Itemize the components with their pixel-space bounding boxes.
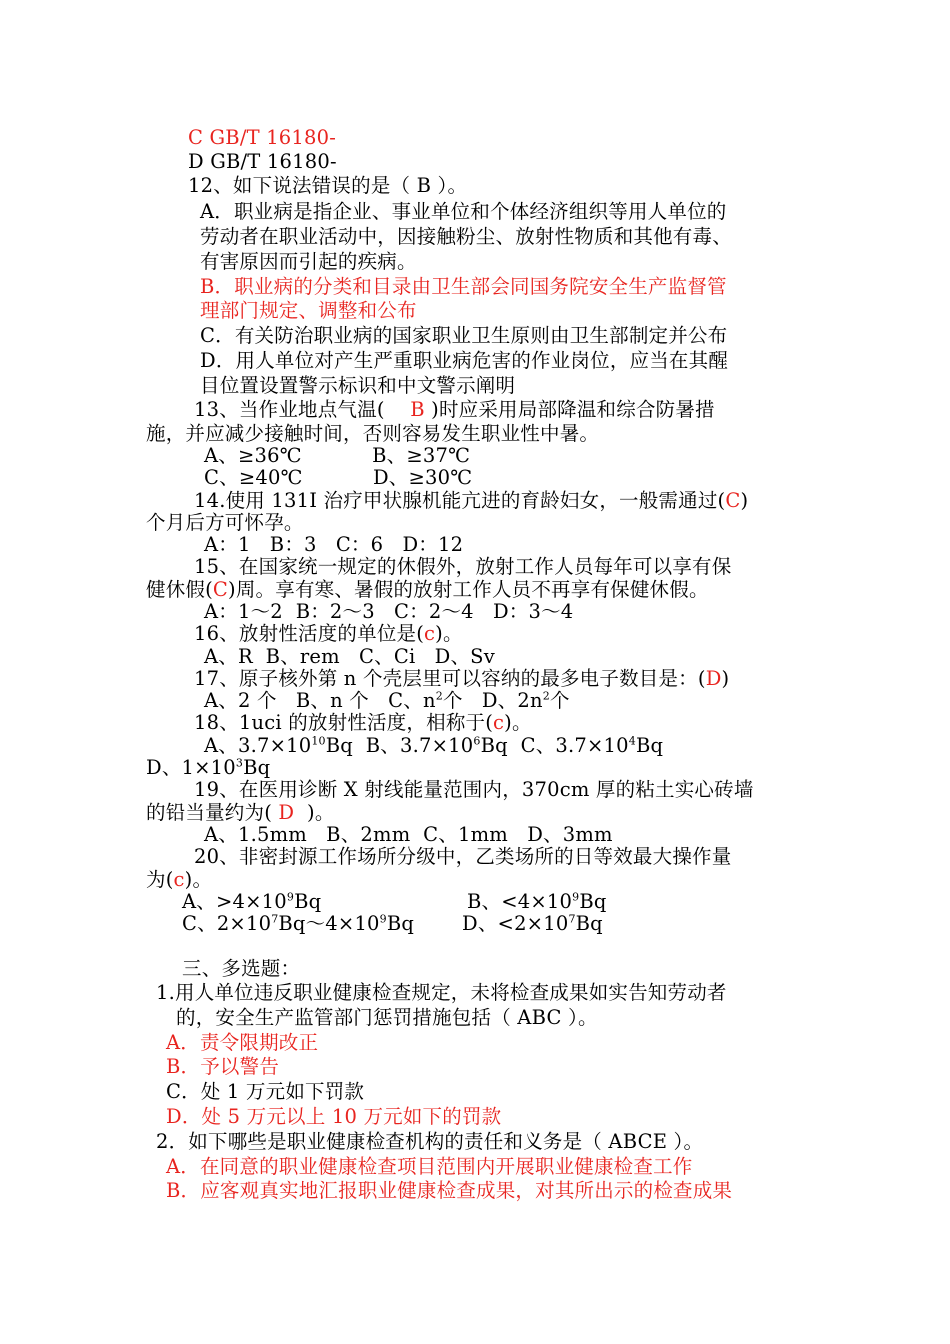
q20-opt-c: C、2×10 — [182, 912, 272, 935]
mq2-stem: 2．如下哪些是职业健康检查机构的责任和义务是（ ABCE ）。 — [156, 1130, 704, 1153]
q15-answer: C — [212, 578, 229, 601]
q16-stem-text: 16、放射性活度的单位是( — [194, 622, 425, 645]
q17-stem — [194, 667, 729, 691]
q19-options: A、1.5mm B、2mm C、1mm D、3mm — [204, 823, 613, 846]
q15-options: A：1～2 B：2～3 C：2～4 D：3～4 — [204, 600, 574, 623]
q18-opt-b: Bq B、3.7×10 — [325, 734, 474, 757]
mq1-option-c: C．处 1 万元如下罚款 — [166, 1080, 365, 1103]
q12-option-a-line3: 有害原因而引起的疾病。 — [200, 250, 417, 273]
q18-stem — [194, 711, 532, 735]
q13-stem — [194, 398, 715, 422]
q20-sup-d: 7 — [568, 912, 576, 926]
q20-sup-c2: 9 — [379, 912, 387, 926]
mq1-stem-line1: 1.用人单位违反职业健康检查规定，未将检查成果如实告知劳动者 — [156, 981, 727, 1004]
q17-options — [204, 689, 570, 713]
q20-opt-b: B、<4×10 — [467, 890, 573, 913]
q19-stem: 19、在医用诊断 X 射线能量范围内，370cm 厚的粘土实心砖墙 — [194, 778, 754, 801]
q19-stem-end: )。 — [294, 801, 335, 824]
q12-option-b-line1: B．职业病的分类和目录由卫生部会同国务院安全生产监督管 — [200, 275, 727, 298]
q19-answer: D — [278, 801, 295, 824]
mq1-option-b: B．予以警告 — [166, 1055, 280, 1078]
q17-stem-text: 17、原子核外第 n 个壳层里可以容纳的最多电子数目是：( — [194, 667, 706, 690]
q14-answer: C — [725, 489, 741, 512]
q20-opt-d-unit: Bq — [575, 912, 603, 935]
q13-options-row1: A、≥36℃ B、≥37℃ — [204, 444, 471, 467]
q19-stem-line2 — [146, 801, 335, 825]
q20-opt-d: D、<2×10 — [462, 912, 569, 935]
q20-stem-line2 — [146, 868, 212, 892]
q17-stem-end: ) — [721, 667, 730, 690]
q12-answer: B — [416, 174, 432, 197]
q13-stem-line2: 施，并应减少接触时间，否则容易发生职业性中暑。 — [146, 422, 600, 445]
q20-option-a — [182, 890, 321, 914]
q12-option-c: C．有关防治职业病的国家职业卫生原则由卫生部制定并公布 — [200, 324, 728, 347]
mq2-option-a: A．在同意的职业健康检查项目范围内开展职业健康检查工作 — [166, 1155, 693, 1178]
q14-options: A：1 B：3 C：6 D：12 — [204, 533, 464, 556]
q18-opt-c: Bq C、3.7×10 — [480, 734, 629, 757]
q18-option-d — [146, 756, 270, 780]
q12-option-a-line2: 劳动者在职业活动中，因接触粉尘、放射性物质和其他有毒、 — [200, 225, 732, 248]
q20-answer: c — [173, 868, 185, 891]
q18-opt-d-unit: Bq — [243, 756, 271, 779]
q16-stem-end: )。 — [435, 622, 463, 645]
q20-stem-text: 为( — [146, 868, 174, 891]
q20-stem-end: )。 — [184, 868, 213, 891]
q18-opt-d: D、1×10 — [146, 756, 236, 779]
q17-opt-part1: A、2 个 B、n 个 C、n — [204, 689, 436, 712]
mq1-stem-line2: 的，安全生产监管部门惩罚措施包括（ ABC ）。 — [176, 1006, 598, 1029]
q20-option-b — [467, 890, 607, 914]
q11-option-d: D GB/T 16180- — [188, 150, 337, 173]
q20-opt-c-unit: Bq — [386, 912, 415, 935]
q18-sup-c: 4 — [628, 734, 636, 748]
q14-stem-text: 14.使用 131I 治疗甲状腺机能亢进的育龄妇女，一般需通过( — [194, 489, 726, 512]
q15-stem-text: 健休假( — [146, 578, 213, 601]
q17-sup1: 2 — [435, 689, 443, 703]
q17-opt-part2: 个 D、2n — [442, 689, 543, 712]
q20-sup-c1: 7 — [271, 912, 279, 926]
q13-options-row2: C、≥40℃ D、≥30℃ — [204, 466, 473, 489]
q13-answer: B — [410, 398, 425, 421]
q18-sup-a: 10 — [311, 734, 326, 748]
q14-stem-end: ) — [740, 489, 749, 512]
q20-sup-a: 9 — [286, 890, 295, 904]
q12-option-b-line2: 理部门规定、调整和公布 — [200, 299, 417, 322]
q16-answer: c — [424, 622, 436, 645]
q15-stem-end: )周。享有寒、暑假的放射工作人员不再享有保健休假。 — [228, 578, 709, 601]
q20-opt-a-unit: Bq — [294, 890, 322, 913]
q18-opt-c-unit: Bq — [635, 734, 664, 757]
section-3-title: 三、多选题： — [182, 957, 301, 980]
q12-stem-text: 12、如下说法错误的是（ — [188, 174, 417, 197]
q18-stem-end: )。 — [504, 711, 532, 734]
q17-opt-part3: 个 — [549, 689, 570, 712]
q12-stem-end: ）。 — [431, 174, 468, 197]
q16-options: A、R B、rem C、Ci D、Sv — [204, 645, 495, 668]
q18-answer: c — [493, 711, 505, 734]
q15-stem: 15、在国家统一规定的休假外，放射工作人员每年可以享有保 — [194, 555, 732, 578]
q18-opt-a: A、3.7×10 — [204, 734, 312, 757]
q20-opt-b-unit: Bq — [579, 890, 607, 913]
mq1-option-a: A．责令限期改正 — [166, 1031, 319, 1054]
q12-option-d-line1: D．用人单位对产生严重职业病危害的作业岗位，应当在其醒 — [200, 349, 729, 372]
q18-sup-d: 3 — [235, 756, 244, 770]
q18-stem-text: 18、1uci 的放射性活度，相称于( — [194, 711, 494, 734]
q20-opt-a-prefix: A、 — [182, 890, 216, 913]
q18-sup-b: 6 — [473, 734, 481, 748]
q12-option-d-line2: 目位置设置警示标识和中文警示阐明 — [200, 374, 516, 397]
q20-stem: 20、非密封源工作场所分级中，乙类场所的日等效最大操作量 — [194, 845, 732, 868]
q13-stem-end: )时应采用局部降温和综合防暑措 — [424, 398, 715, 421]
q15-stem-line2 — [146, 578, 709, 602]
q20-option-d — [462, 912, 603, 936]
q17-answer: D — [705, 667, 722, 690]
mq1-option-d: D．处 5 万元以上 10 万元如下的罚款 — [166, 1105, 502, 1128]
q13-stem-text: 13、当作业地点气温( — [194, 398, 411, 421]
mq2-option-b: B．应客观真实地汇报职业健康检查成果，对其所出示的检查成果 — [166, 1179, 733, 1202]
q20-opt-a: >4×10 — [215, 890, 287, 913]
q14-stem-line2: 个月后方可怀孕。 — [146, 511, 304, 534]
q19-stem-text: 的铅当量约为( — [146, 801, 279, 824]
q14-stem — [194, 489, 748, 513]
q20-opt-c-mid: Bq～4×10 — [278, 912, 380, 935]
q12-option-a-line1: A．职业病是指企业、事业单位和个体经济组织等用人单位的 — [200, 200, 727, 223]
q18-options — [204, 734, 663, 758]
q20-option-c — [182, 912, 414, 936]
q16-stem — [194, 622, 463, 646]
q12-stem — [188, 174, 467, 198]
q17-sup2: 2 — [542, 689, 550, 703]
q20-sup-b: 9 — [572, 890, 580, 904]
q11-option-c: C GB/T 16180- — [188, 126, 337, 149]
